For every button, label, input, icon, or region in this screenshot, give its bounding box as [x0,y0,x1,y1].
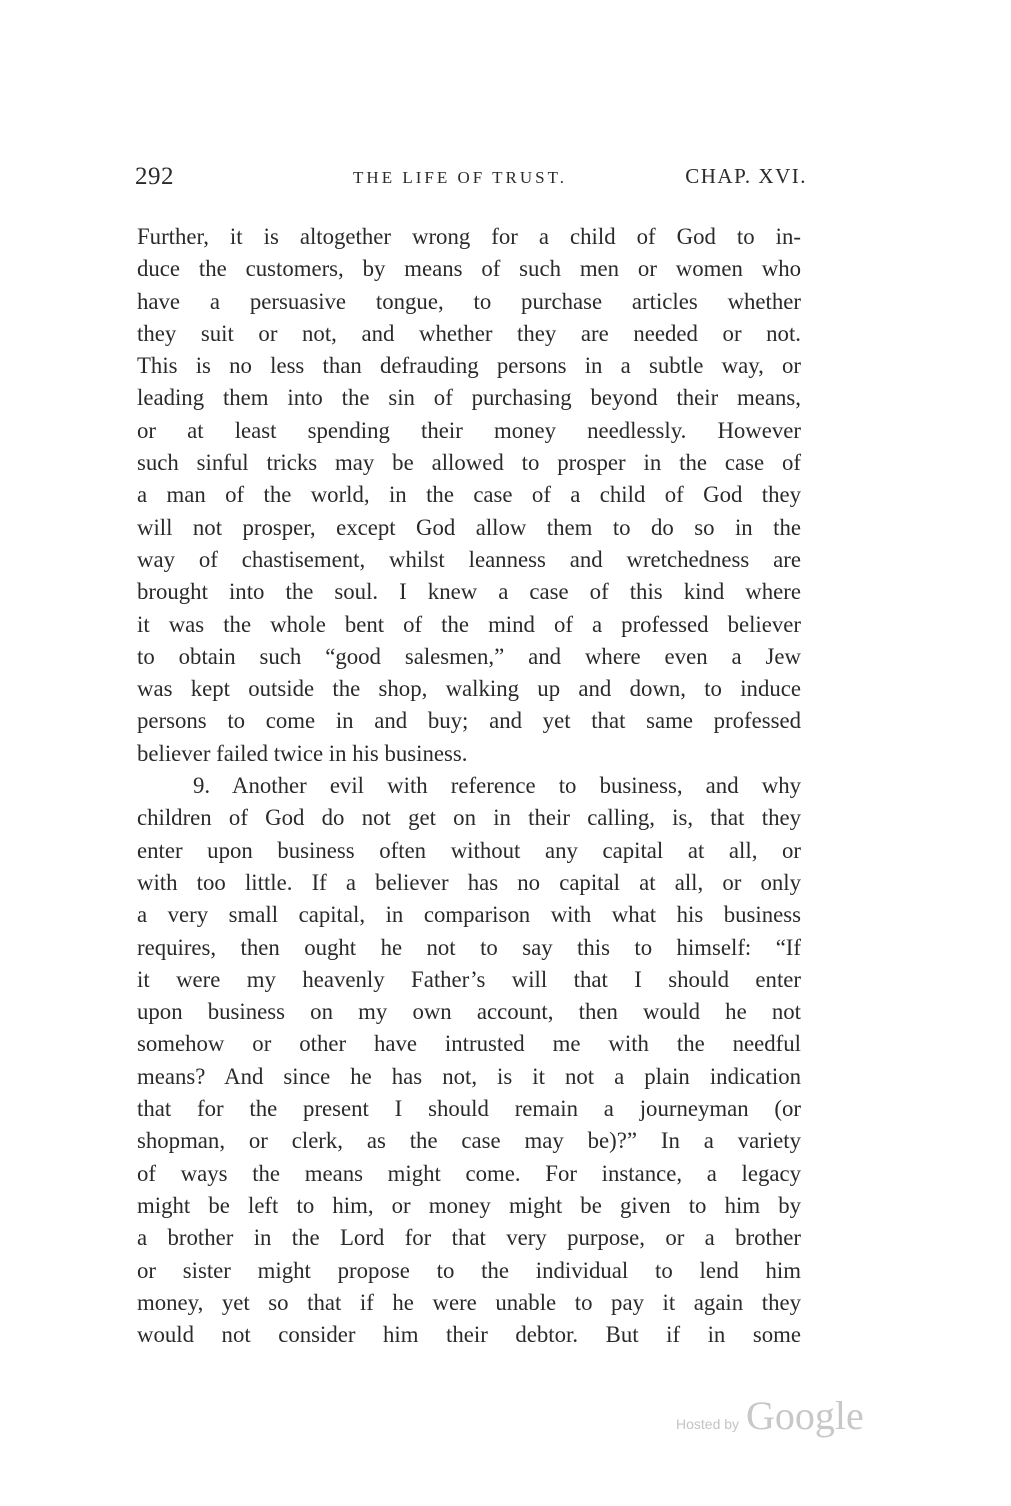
text-line: it were my heavenly Father’s will that I should enter [137,966,801,992]
text-line: or at least spending their money needlessly. However [137,417,801,443]
text-line: a very small capital, in comparison with what his business [137,902,801,928]
chapter-label: CHAP. XVI. [685,164,807,188]
body-text [137,221,801,1351]
text-line: Further, it is altogether wrong for a child of God to in- [137,224,801,249]
page-number: 292 [135,163,174,190]
text-line: of ways the means might come. For instance, a legacy [137,1160,801,1186]
text-line: upon business on my own account, then would he not [137,999,801,1025]
text-line: it was the whole bent of the mind of a professed believer [137,611,801,637]
text-line: might be left to him, or money might be given to him by [137,1192,801,1218]
text-line: that for the present I should remain a journeyman (or [137,1096,801,1122]
text-line: means? And since he has not, is it not a plain indication [137,1063,801,1089]
text-line: will not prosper, except God allow them to do so in the [137,514,801,540]
text-line: duce the customers, by means of such men or women who [137,256,801,282]
hosted-by-google-watermark [676,1392,864,1442]
text-line: persons to come in and buy; and yet that same professed [137,708,801,734]
text-line: money, yet so that if he were unable to pay it again they [137,1289,801,1315]
text-line: a brother in the Lord for that very purpose, or a brother [137,1225,801,1251]
google-logo: Google [746,1393,864,1438]
text-line: leading them into the sin of purchasing beyond their means, [137,385,801,411]
text-line: was kept outside the shop, walking up and down, to induce [137,676,801,702]
text-line: This is no less than defrauding persons in a subtle way, or [137,353,801,379]
paragraph-start-line: 9. Another evil with reference to business, and why [193,773,801,799]
text-line: such sinful tricks may be allowed to prosper in the case of [137,450,801,476]
text-line: have a persuasive tongue, to purchase articles whether [137,288,801,314]
text-line: children of God do not get on in their calling, is, that they [137,805,801,831]
text-line: brought into the soul. I knew a case of this kind where [137,579,801,605]
text-line: with too little. If a believer has no capital at all, or only [137,869,801,895]
text-line: to obtain such “good salesmen,” and where even a Jew [137,643,801,669]
running-head [135,163,807,197]
paragraph-end-line: believer failed twice in his business. [137,740,468,766]
text-line: way of chastisement, whilst leanness and wretchedness are [137,546,801,572]
running-title: THE LIFE OF TRUST. [353,168,567,187]
text-line: requires, then ought he not to say this to himself: “If [137,934,801,960]
text-line: a man of the world, in the case of a child of God they [137,482,801,508]
text-line: would not consider him their debtor. But if in some [137,1322,801,1348]
text-line: they suit or not, and whether they are needed or not. [137,320,801,346]
text-line: or sister might propose to the individual to lend him [137,1257,801,1283]
text-line: somehow or other have intrusted me with the needful [137,1031,801,1057]
text-line: shopman, or clerk, as the case may be)?” In a variety [137,1128,801,1154]
hosted-by-label: Hosted by [676,1416,740,1432]
text-line: enter upon business often without any capital at all, or [137,837,801,863]
